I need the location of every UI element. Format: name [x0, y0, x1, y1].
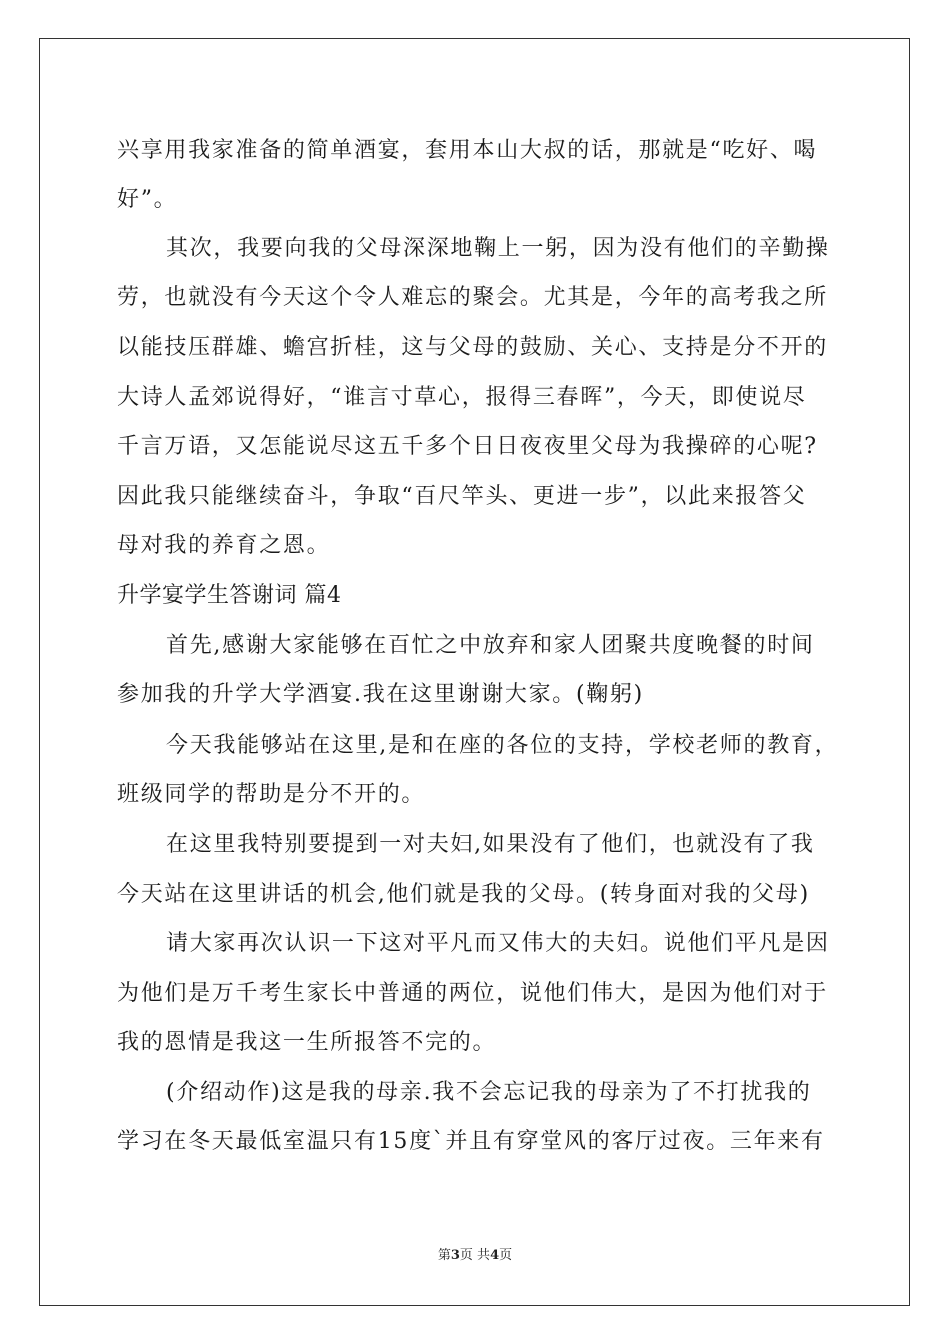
text-line: 因此我只能继续奋斗，争取“百尺竿头、更进一步”，以此来报答父 — [117, 484, 807, 509]
text-line: (介绍动作)这是我的母亲.我不会忘记我的母亲为了不打扰我的 — [166, 1080, 812, 1105]
text-line: 以能技压群雄、蟾宫折桂，这与父母的鼓励、关心、支持是分不开的 — [117, 335, 829, 360]
text-line: 学习在冬天最低室温只有15度`并且有穿堂风的客厅过夜。三年来有 — [117, 1129, 825, 1154]
text-line: 我的恩情是我这一生所报答不完的。 — [117, 1030, 497, 1055]
page-mid: 页 共 — [459, 1248, 491, 1263]
page-prefix: 第 — [437, 1248, 451, 1263]
text-line: 参加我的升学大学酒宴.我在这里谢谢大家。(鞠躬) — [117, 682, 644, 707]
text-line: 今天我能够站在这里,是和在座的各位的支持，学校老师的教育， — [166, 733, 839, 758]
page-suffix: 页 — [499, 1248, 513, 1263]
text-line: 首先,感谢大家能够在百忙之中放弃和家人团聚共度晚餐的时间 — [166, 633, 815, 658]
page-border — [39, 38, 910, 1306]
text-line: 母对我的养育之恩。 — [117, 533, 331, 558]
text-line: 大诗人孟郊说得好，“谁言寸草心，报得三春晖”，今天，即使说尽 — [117, 385, 807, 410]
page-footer — [0, 1247, 950, 1265]
page-total: 4 — [490, 1248, 500, 1263]
text-line: 千言万语，又怎能说尽这五千多个日日夜夜里父母为我操碎的心呢? — [117, 434, 818, 459]
text-line: 为他们是万千考生家长中普通的两位，说他们伟大，是因为他们对于 — [117, 981, 829, 1006]
text-line: 其次，我要向我的父母深深地鞠上一躬，因为没有他们的辛勤操 — [166, 236, 830, 261]
text-line: 今天站在这里讲话的机会,他们就是我的父母。(转身面对我的父母) — [117, 882, 810, 907]
text-line: 兴享用我家准备的简单酒宴，套用本山大叔的话，那就是“吃好、喝 — [117, 138, 818, 163]
page-current: 3 — [450, 1248, 460, 1263]
text-line: 班级同学的帮助是分不开的。 — [117, 782, 426, 807]
text-line: 在这里我特别要提到一对夫妇,如果没有了他们，也就没有了我 — [166, 832, 815, 857]
section-heading: 升学宴学生答谢词 篇4 — [117, 583, 342, 608]
text-line: 好”。 — [117, 187, 178, 212]
text-line: 劳，也就没有今天这个令人难忘的聚会。尤其是，今年的高考我之所 — [117, 285, 829, 310]
text-line: 请大家再次认识一下这对平凡而又伟大的夫妇。说他们平凡是因 — [166, 931, 830, 956]
